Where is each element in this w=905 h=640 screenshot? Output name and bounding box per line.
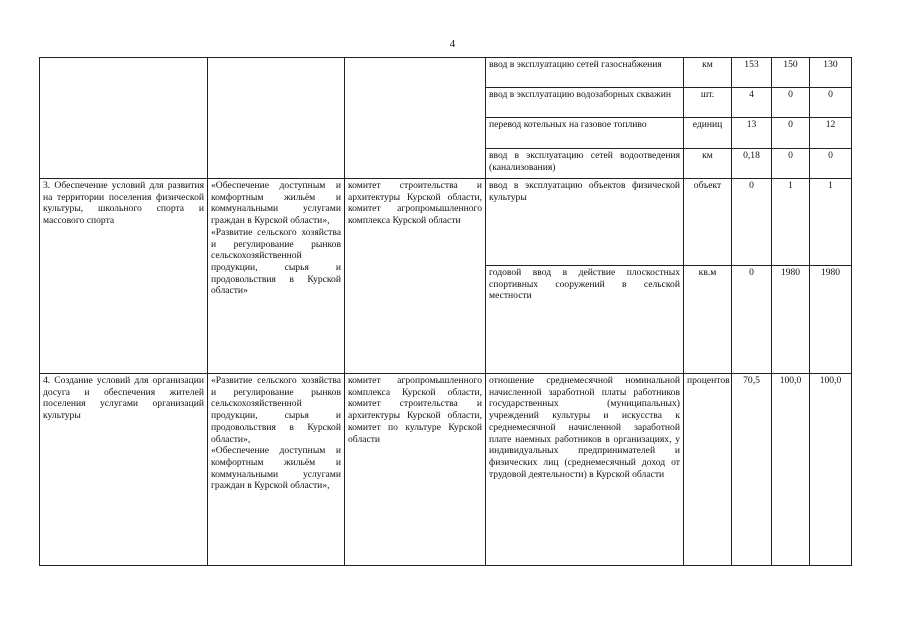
program-name: «Развитие сельского хозяйства и регулирование рынков сельскохозяйственной продукции, сырья и продовольствия в Курской области», (211, 375, 341, 445)
task-cell: 4. Создание условий для организации досуга и обеспечения жителей поселения услугами организаций культуры (40, 374, 208, 566)
value-cell: 0 (732, 266, 772, 374)
table-row (40, 58, 852, 88)
value-cell: 0 (772, 88, 810, 118)
value-cell: 0 (810, 149, 852, 179)
value-cell: 70,5 (732, 374, 772, 566)
value-cell: 100,0 (772, 374, 810, 566)
value-cell: 0 (772, 149, 810, 179)
indicator-cell: годовой ввод в действие плоскостных спортивных сооружений в сельской местности (486, 266, 684, 374)
unit-cell: объект (684, 179, 732, 266)
value-cell: 0 (772, 118, 810, 149)
page-number: 4 (449, 38, 456, 50)
unit-cell: кв.м (684, 266, 732, 374)
task-cell: 3. Обеспечение условий для развития на территории поселения физической культуры, школьного спорта и массового спорта (40, 179, 208, 374)
indicator-cell: ввод в эксплуатацию водозаборных скважин (486, 88, 684, 118)
program-name: «Обеспечение доступным и комфортным жильём и коммунальными услугами граждан в Курской области», (211, 180, 341, 227)
executor-cell: комитет агропромышленного комплекса Курской области, комитет строительства и архитектуры Курской области, комитет по культуре Курской области (345, 374, 486, 566)
program-name: «Обеспечение доступным и комфортным жильём и коммунальными услугами граждан в Курской области», (211, 445, 341, 492)
value-cell: 0,18 (732, 149, 772, 179)
executor-cell-empty (345, 58, 486, 179)
unit-cell: км (684, 58, 732, 88)
unit-cell: единиц (684, 118, 732, 149)
indicator-cell: отношение среднемесячной номинальной начисленной заработной платы работников государственных (муниципальных) учреждений культуры и искусства к среднемесячной начисленной заработной плате наемных работников в организациях, у индивидуальных предпринимателей и физических лиц (среднемесячный доход от трудовой деятельности) в Курской области (486, 374, 684, 566)
value-cell: 1980 (810, 266, 852, 374)
indicator-cell: ввод в эксплуатацию сетей газоснабжения (486, 58, 684, 88)
value-cell: 12 (810, 118, 852, 149)
program-cell (208, 374, 345, 566)
value-cell: 4 (732, 88, 772, 118)
value-cell: 0 (732, 179, 772, 266)
indicator-cell: ввод в эксплуатацию объектов физической культуры (486, 179, 684, 266)
indicator-cell: перевод котельных на газовое топливо (486, 118, 684, 149)
unit-cell: процентов (684, 374, 732, 566)
program-cell-empty (208, 58, 345, 179)
executor-cell: комитет строительства и архитектуры Курской области, комитет агропромышленного комплекса Курской области (345, 179, 486, 374)
value-cell: 150 (772, 58, 810, 88)
value-cell: 153 (732, 58, 772, 88)
value-cell: 1980 (772, 266, 810, 374)
task-cell-empty (40, 58, 208, 179)
value-cell: 0 (810, 88, 852, 118)
indicator-cell: ввод в эксплуатацию сетей водоотведения (канализования) (486, 149, 684, 179)
table-row (40, 179, 852, 266)
unit-cell: км (684, 149, 732, 179)
program-table (39, 57, 852, 566)
unit-cell: шт. (684, 88, 732, 118)
value-cell: 13 (732, 118, 772, 149)
program-name: «Развитие сельского хозяйства и регулирование рынков сельскохозяйственной продукции, сырья и продовольствия в Курской области» (211, 226, 341, 297)
value-cell: 100,0 (810, 374, 852, 566)
program-cell (208, 179, 345, 374)
value-cell: 1 (772, 179, 810, 266)
table-row (40, 374, 852, 566)
value-cell: 1 (810, 179, 852, 266)
value-cell: 130 (810, 58, 852, 88)
